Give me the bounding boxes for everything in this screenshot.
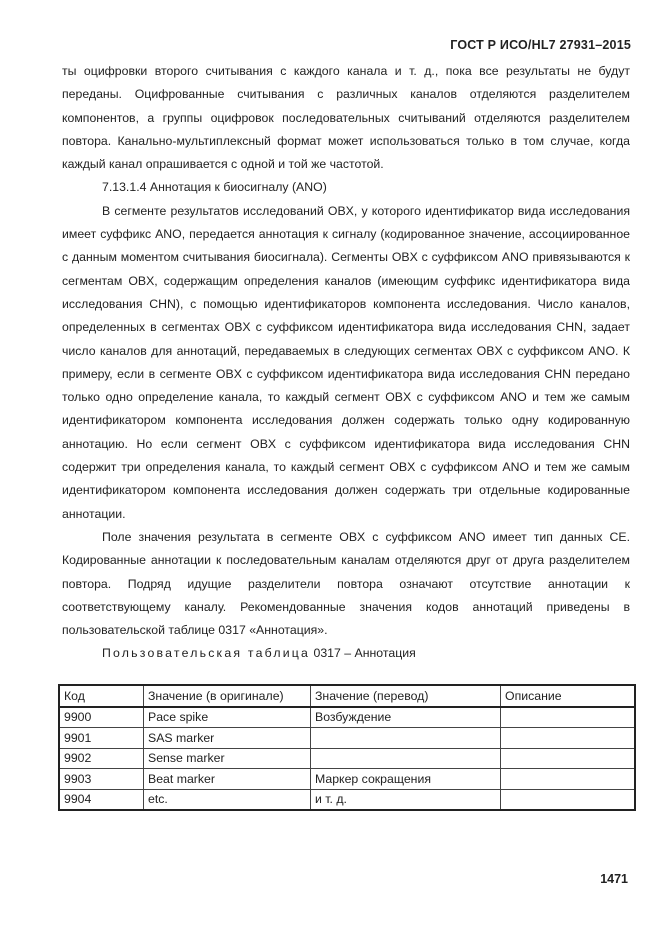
cell-description <box>501 707 636 728</box>
cell-translation: Возбуждение <box>311 707 501 728</box>
cell-code: 9904 <box>59 789 144 810</box>
table-caption-prefix: Пользовательская таблица <box>102 646 311 661</box>
cell-translation <box>311 728 501 749</box>
document-body <box>62 60 630 666</box>
cell-description <box>501 728 636 749</box>
cell-original: SAS marker <box>144 728 311 749</box>
header-code: Код <box>59 685 144 707</box>
table-row <box>59 707 635 728</box>
table-caption <box>62 642 630 665</box>
standard-designation: ГОСТ Р ИСО/HL7 27931–2015 <box>450 38 631 52</box>
table-row <box>59 769 635 790</box>
cell-code: 9901 <box>59 728 144 749</box>
paragraph-ano-description: В сегменте результатов исследований OBX, у которого идентификатор вида исследования имеет суффикс ANO, передается аннотация к сигналу (кодированное значение, ассоциированное с данным моментом считывания биосигнала). Сегменты OBX с суффиксом ANO привязываются к сегментам OBX, содержащим определения каналов (имеющим суффикс идентификатора вида исследования CHN), с помощью идентификаторов компонента исследования. Число каналов, определенных в сегментах OBX с суффиксом идентификатора вида исследования CHN, задает число каналов для аннотаций, передаваемых в следующих сегментах OBX с суффиксом ANO. К примеру, если в сегменте OBX с суффиксом идентификатора вида исследования CHN передано только одно определение канала, то каждый сегмент OBX с суффиксом ANO и тем же самым идентификатором компонента исследования должен содержать только одну кодированную аннотацию. Но если сегмент OBX с суффиксом идентификатора вида исследования CHN содержит три определения канала, то каждый сегмент OBX с суффиксом ANO и тем же самым идентификатором компонента исследования должен содержать три отдельные кодированные аннотации. <box>62 203 630 521</box>
cell-description <box>501 748 636 769</box>
cell-original: etc. <box>144 789 311 810</box>
header-value-original: Значение (в оригинале) <box>144 685 311 707</box>
cell-translation <box>311 748 501 769</box>
section-heading: 7.13.1.4 Аннотация к биосигналу (ANO) <box>102 180 327 195</box>
paragraph-continuation: ты оцифровки второго считывания с каждого канала и т. д., пока все результаты не будут переданы. Оцифрованные считывания с различных каналов отделяются разделителем компонентов, а группы оцифровок последовательных считываний отделяются разделителем повтора. Канально-мультиплексный формат может использоваться только в том случае, когда каждый канал опрашивается с одной и той же частотой. <box>62 64 630 172</box>
table-caption-title: 0317 – Аннотация <box>310 646 416 661</box>
table-row <box>59 728 635 749</box>
header-description: Описание <box>501 685 636 707</box>
cell-original: Beat marker <box>144 769 311 790</box>
document-header <box>0 38 631 52</box>
table-header-row <box>59 685 635 707</box>
cell-code: 9902 <box>59 748 144 769</box>
table-row <box>59 789 635 810</box>
cell-code: 9900 <box>59 707 144 728</box>
cell-description <box>501 769 636 790</box>
cell-translation: и т. д. <box>311 789 501 810</box>
paragraph-result-value: Поле значения результата в сегменте OBX с суффиксом ANO имеет тип данных CE. Кодированные аннотации к последовательным каналам отделяются друг от друга разделителем повтора. Подряд идущие разделители повтора означают отсутствие аннотации к соответствующему каналу. Рекомендованные значения кодов аннотаций приведены в пользовательской таблице 0317 «Аннотация». <box>62 529 630 638</box>
cell-description <box>501 789 636 810</box>
cell-translation: Маркер сокращения <box>311 769 501 790</box>
cell-original: Sense marker <box>144 748 311 769</box>
annotation-table <box>58 684 636 811</box>
header-value-translation: Значение (перевод) <box>311 685 501 707</box>
table-row <box>59 748 635 769</box>
page-number: 1471 <box>600 872 628 886</box>
cell-code: 9903 <box>59 769 144 790</box>
cell-original: Pace spike <box>144 707 311 728</box>
